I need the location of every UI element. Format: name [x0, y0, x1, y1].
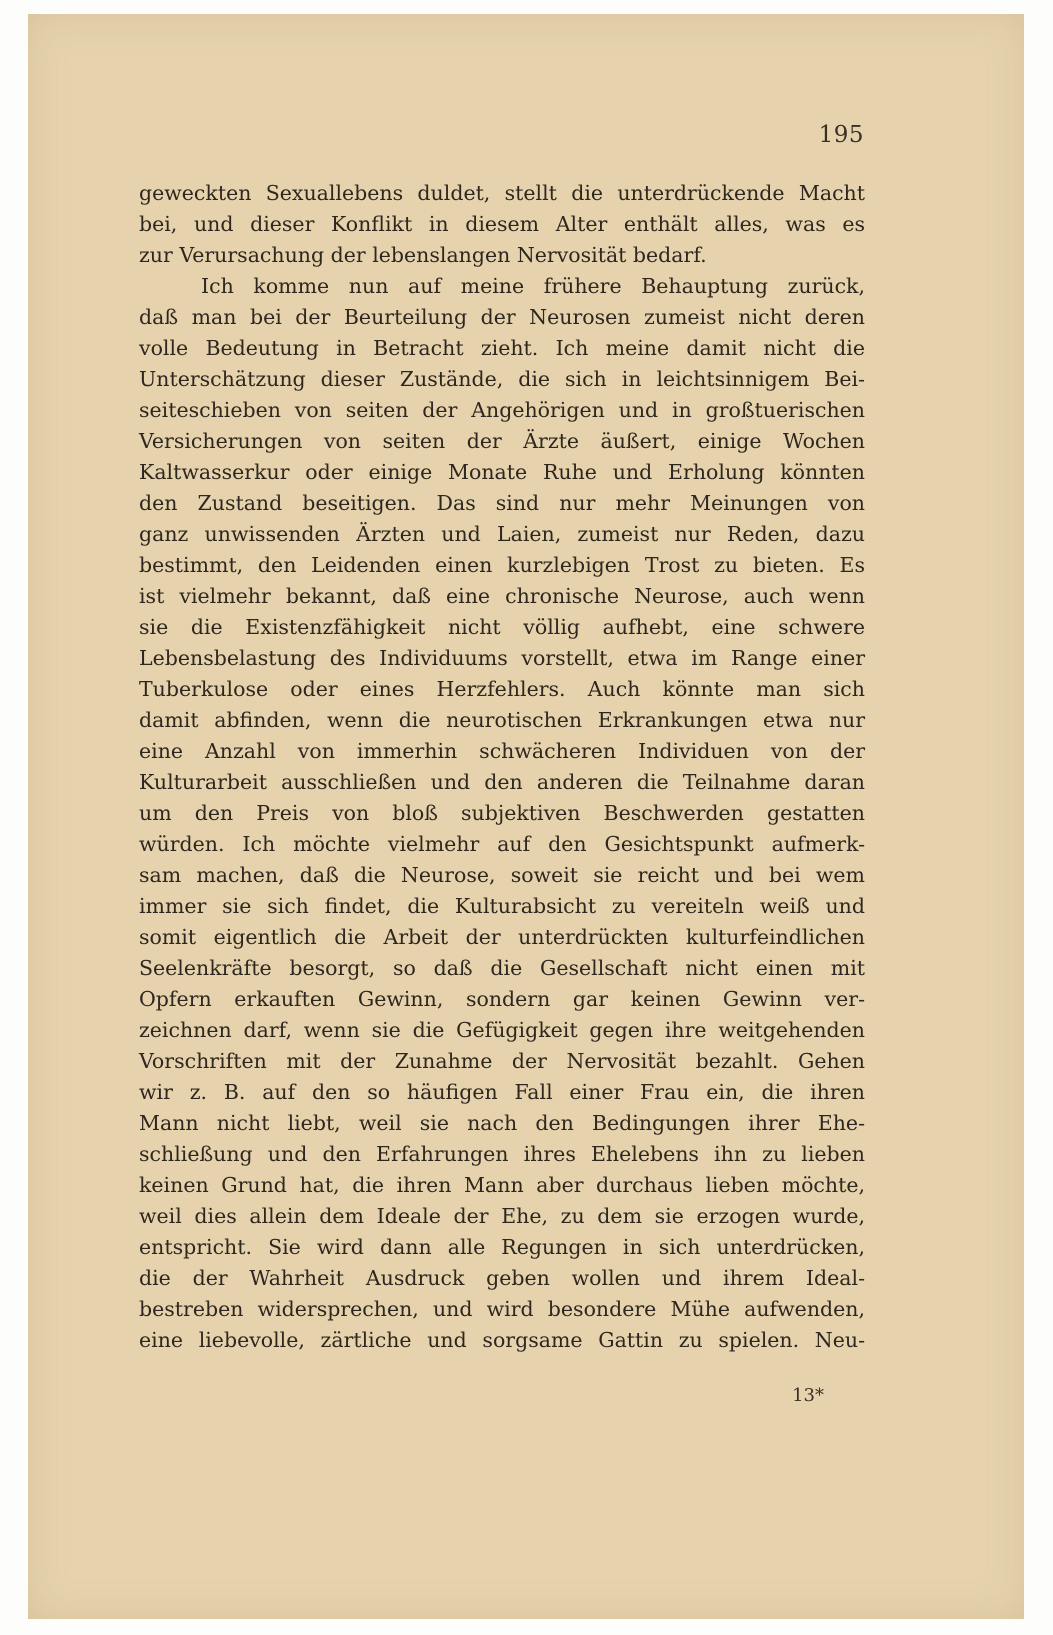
text-line: zur Verursachung der lebenslangen Nervosität bedarf. [139, 243, 707, 267]
text-line: volle Bedeutung in Betracht zieht. Ich meine damit nicht die [139, 336, 865, 360]
page-number: 195 [818, 122, 864, 148]
text-line: damit abfinden, wenn die neurotischen Erkrankungen etwa nur [139, 708, 865, 732]
text-line: Unterschätzung dieser Zustände, die sich in leichtsinnigem Bei- [139, 367, 865, 391]
text-line: Lebensbelastung des Individuums vorstellt, etwa im Range einer [139, 646, 865, 670]
text-line: die der Wahrheit Ausdruck geben wollen und ihrem Ideal- [139, 1266, 865, 1290]
text-line: geweckten Sexuallebens duldet, stellt die unterdrückende Macht [139, 181, 865, 205]
text-line: seiteschieben von seiten der Angehörigen und in großtuerischen [139, 398, 865, 422]
text-line: wir z. B. auf den so häufigen Fall einer Frau ein, die ihren [139, 1080, 865, 1104]
text-line: immer sie sich findet, die Kulturabsicht zu vereiteln weiß und [139, 894, 865, 918]
text-line: bei, und dieser Konflikt in diesem Alter enthält alles, was es [139, 212, 865, 236]
text-line: Mann nicht liebt, weil sie nach den Bedingungen ihrer Ehe- [139, 1111, 865, 1135]
text-line: schließung und den Erfahrungen ihres Ehelebens ihn zu lieben [139, 1142, 865, 1166]
text-line: Kaltwasserkur oder einige Monate Ruhe und Erholung könnten [139, 460, 865, 484]
text-line: Seelenkräfte besorgt, so daß die Gesellschaft nicht einen mit [139, 956, 865, 980]
text-line: eine Anzahl von immerhin schwächeren Individuen von der [139, 739, 865, 763]
text-line: bestreben widersprechen, und wird besondere Mühe aufwenden, [139, 1297, 865, 1321]
text-line: daß man bei der Beurteilung der Neurosen zumeist nicht deren [139, 305, 865, 329]
text-line: würden. Ich möchte vielmehr auf den Gesichtspunkt aufmerk- [139, 832, 865, 856]
text-line: sam machen, daß die Neurose, soweit sie reicht und bei wem [139, 863, 865, 887]
text-line: zeichnen darf, wenn sie die Gefügigkeit gegen ihre weitgehenden [139, 1018, 865, 1042]
sheet-signature: 13* [792, 1385, 824, 1406]
text-line: Opfern erkauften Gewinn, sondern gar keinen Gewinn ver- [139, 987, 865, 1011]
text-line: entspricht. Sie wird dann alle Regungen in sich unterdrücken, [139, 1235, 865, 1259]
text-line: Ich komme nun auf meine frühere Behauptung zurück, [201, 274, 865, 298]
text-line: weil dies allein dem Ideale der Ehe, zu dem sie erzogen wurde, [139, 1204, 865, 1228]
text-line: bestimmt, den Leidenden einen kurzlebigen Trost zu bieten. Es [139, 553, 865, 577]
text-line: somit eigentlich die Arbeit der unterdrückten kulturfeindlichen [139, 925, 865, 949]
text-line: Kulturarbeit ausschließen und den anderen die Teilnahme daran [139, 770, 865, 794]
text-line: den Zustand beseitigen. Das sind nur mehr Meinungen von [139, 491, 865, 515]
text-line: ist vielmehr bekannt, daß eine chronische Neurose, auch wenn [139, 584, 865, 608]
text-line: Vorschriften mit der Zunahme der Nervosität bezahlt. Gehen [139, 1049, 865, 1073]
text-line: ganz unwissenden Ärzten und Laien, zumeist nur Reden, dazu [139, 522, 865, 546]
text-line: eine liebevolle, zärtliche und sorgsame Gattin zu spielen. Neu- [139, 1328, 865, 1352]
body-text [139, 178, 865, 1356]
text-line: keinen Grund hat, die ihren Mann aber durchaus lieben möchte, [139, 1173, 865, 1197]
text-line: Versicherungen von seiten der Ärzte äußert, einige Wochen [139, 429, 865, 453]
text-line: sie die Existenzfähigkeit nicht völlig aufhebt, eine schwere [139, 615, 865, 639]
text-line: um den Preis von bloß subjektiven Beschwerden gestatten [139, 801, 865, 825]
text-line: Tuberkulose oder eines Herzfehlers. Auch könnte man sich [139, 677, 865, 701]
